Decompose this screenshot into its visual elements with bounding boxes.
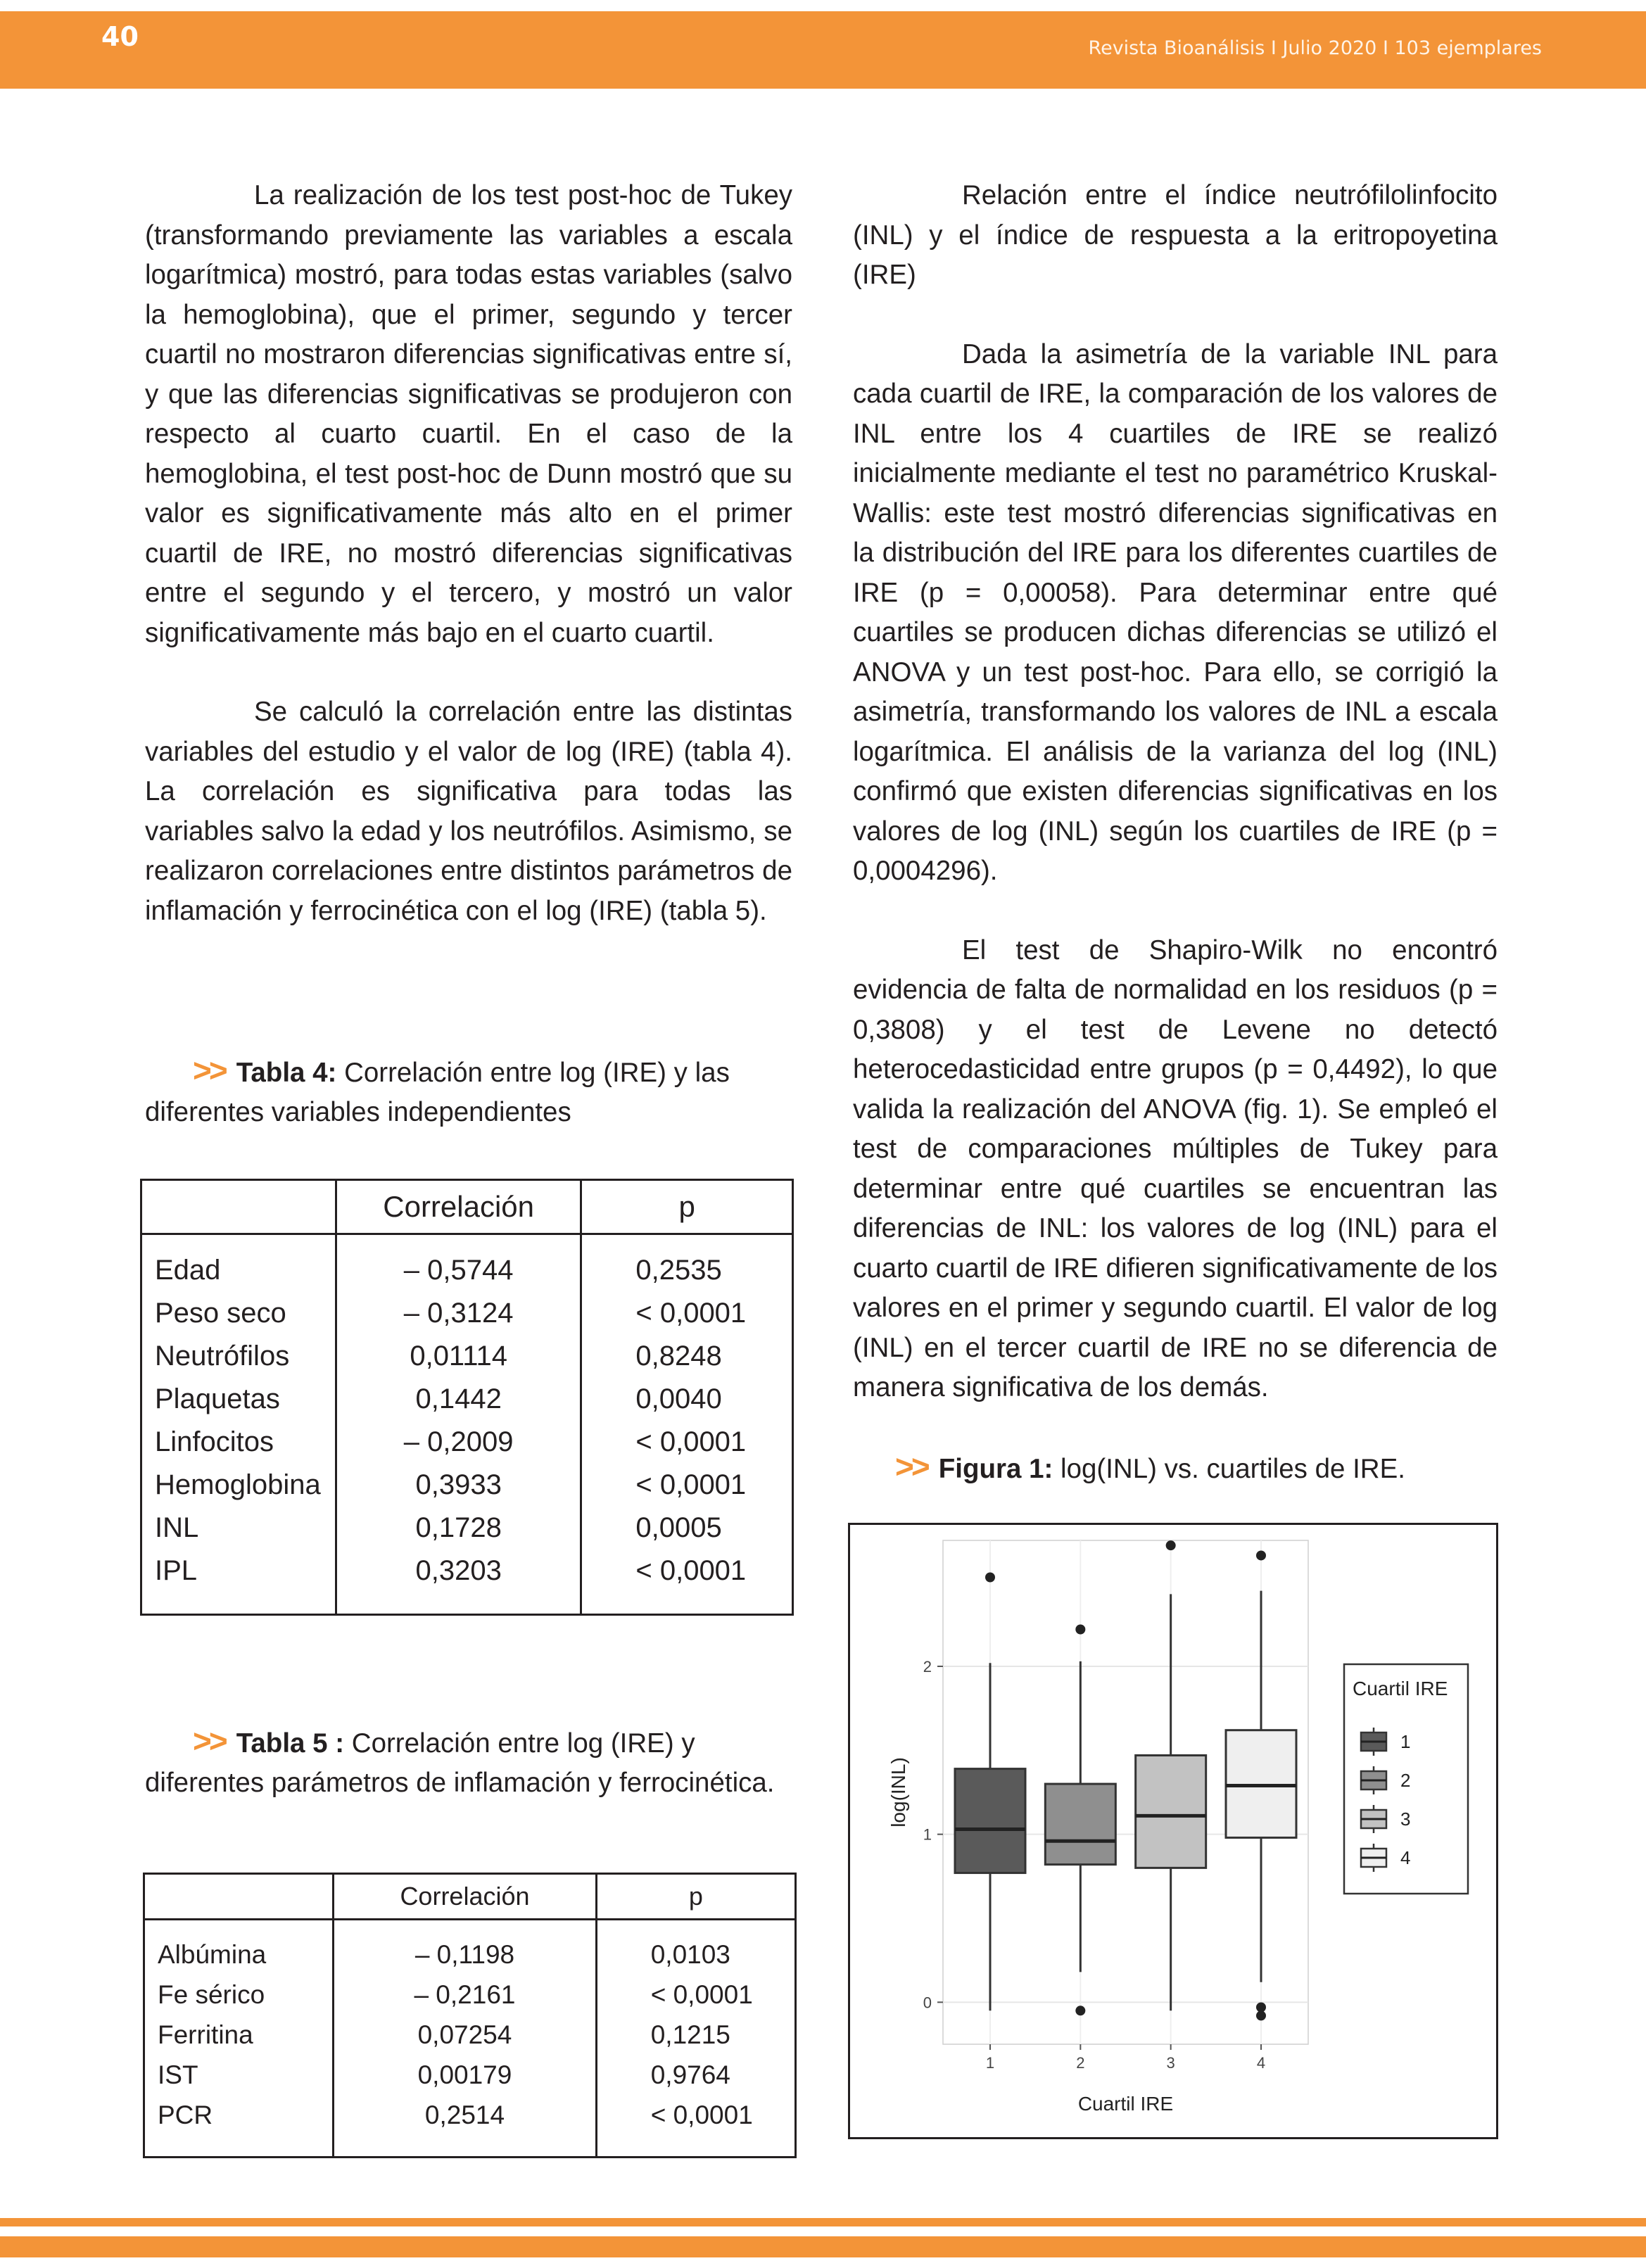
left-paragraph-2: Se calculó la correlación entre las distintas variables del estudio y el valor de log (IRE) (tabla 4). La correlación es significativa para todas las variables salvo la edad y los neutrófilos. Asimismo, se realizaron correlaciones entre distintos parámetros de inflamación y ferrocinética con el log (IRE) (tabla 5). <box>145 697 792 926</box>
table4-row-p: < 0,0001 <box>581 1421 793 1464</box>
table4-row <box>141 1464 793 1507</box>
table4-row-correlation: 0,1442 <box>336 1378 581 1421</box>
table5-caption-text: Correlación entre log (IRE) y diferentes parámetros de inflamación y ferrocinética. <box>145 1728 775 1798</box>
table5-row <box>144 2015 796 2055</box>
table5-row-label: Ferritina <box>144 2015 334 2055</box>
right-column <box>853 176 1498 1447</box>
figure1-frame <box>848 1523 1498 2139</box>
table4-row <box>141 1378 793 1421</box>
caption-arrow-icon: >> <box>193 1052 225 1089</box>
box-body-3 <box>1136 1755 1206 1868</box>
footer-band-thin <box>0 2218 1646 2226</box>
table4-row-p: < 0,0001 <box>581 1292 793 1335</box>
figure1-caption <box>895 1447 1500 1489</box>
legend-label: 3 <box>1400 1808 1411 1830</box>
table4-caption-text: Correlación entre log (IRE) y las diferentes variables independientes <box>145 1058 730 1127</box>
page-number: 40 <box>101 21 139 52</box>
table5-col-correlation: Correlación <box>334 1874 596 1920</box>
table5-row-correlation: – 0,1198 <box>334 1920 596 1975</box>
table5-row <box>144 2055 796 2095</box>
table4-row-p: < 0,0001 <box>581 1550 793 1615</box>
table4-header-row <box>141 1180 793 1234</box>
left-paragraph-1: La realización de los test post-hoc de Tukey (transformando previamente las variables a escala logarítmica) mostró, para todas estas variables (salvo la hemoglobina), que el primer, segundo y tercer cuartil no mostraron diferencias significativas entre sí, y que las diferencias significativas se produjeron con respecto al cuarto cuartil. En el caso de la hemoglobina, el test post-hoc de Dunn mostró que su valor es significativamente más alto en el primer cuartil de IRE, no mostró diferencias significativas entre el segundo y el tercero, y mostró un valor significativamente más bajo en el cuarto cuartil. <box>145 180 792 648</box>
outlier-point <box>1256 1550 1266 1560</box>
table4-row <box>141 1335 793 1378</box>
table4-col-p: p <box>581 1180 793 1234</box>
table4-row <box>141 1421 793 1464</box>
table5-row-p: 0,1215 <box>596 2015 795 2055</box>
y-tick-label: 0 <box>923 1994 932 2012</box>
table5 <box>143 1873 797 2158</box>
outlier-point <box>1256 2002 1266 2012</box>
table4-row-correlation: 0,3203 <box>336 1550 581 1615</box>
table4-row-correlation: 0,01114 <box>336 1335 581 1378</box>
right-paragraph-1: Dada la asimetría de la variable INL para cada cuartil de IRE, la comparación de los valores de INL entre los 4 cuartiles de IRE se realizó inicialmente mediante el test no paramétrico Kruskal-Wallis: este test mostró diferencias significativas en la distribución del IRE para los diferentes cuartiles de IRE (p = 0,00058). Para determinar entre qué cuartiles se producen dichas diferencias se utilizó el ANOVA y un test post-hoc. Para ello, se corrigió la asimetría, transformando los valores de INL a escala logarítmica. El análisis de la varianza del log (INL) confirmó que existen diferencias significativas en los valores de log (INL) según los cuartiles de IRE (p = 0,0004296). <box>853 338 1498 886</box>
caption-arrow-icon: >> <box>895 1448 928 1485</box>
table5-row-label: IST <box>144 2055 334 2095</box>
section-heading: Relación entre el índice neutrófilolinfocito (INL) y el índice de respuesta a la eritropoyetina (IRE) <box>853 180 1498 290</box>
figure1-caption-label: Figura 1: <box>938 1454 1053 1484</box>
outlier-point <box>1256 2010 1266 2020</box>
table5-row-correlation: 0,00179 <box>334 2055 596 2095</box>
table5-row-p: 0,9764 <box>596 2055 795 2095</box>
x-tick-label: 2 <box>1076 2054 1085 2072</box>
outlier-point <box>1075 2006 1085 2015</box>
table4-row-label: Plaquetas <box>141 1378 336 1421</box>
table5-row-label: Albúmina <box>144 1920 334 1975</box>
table4-col-correlation: Correlación <box>336 1180 581 1234</box>
table4-row-correlation: 0,3933 <box>336 1464 581 1507</box>
table4-row-correlation: – 0,5744 <box>336 1234 581 1293</box>
x-tick-label: 4 <box>1256 2054 1266 2072</box>
left-column <box>145 176 792 970</box>
table5-caption <box>145 1721 792 1803</box>
table5-row-p: < 0,0001 <box>596 2095 795 2158</box>
table4-row-p: 0,0040 <box>581 1378 793 1421</box>
figure1-caption-text: log(INL) vs. cuartiles de IRE. <box>1061 1454 1405 1484</box>
table4-row-label: IPL <box>141 1550 336 1615</box>
table4-row-p: 0,0005 <box>581 1507 793 1550</box>
table5-row-correlation: 0,07254 <box>334 2015 596 2055</box>
table4-caption-label: Tabla 4: <box>236 1058 337 1088</box>
footer-band-thick <box>0 2236 1646 2257</box>
table4-row-p: < 0,0001 <box>581 1464 793 1507</box>
table4-row-label: Peso seco <box>141 1292 336 1335</box>
table5-row <box>144 1920 796 1975</box>
table4-row-correlation: 0,1728 <box>336 1507 581 1550</box>
table4-caption <box>145 1051 792 1132</box>
table4-row <box>141 1550 793 1615</box>
table4-row-label: Linfocitos <box>141 1421 336 1464</box>
y-axis-label: log(INL) <box>887 1757 909 1827</box>
table4-row-label: Hemoglobina <box>141 1464 336 1507</box>
legend-label: 4 <box>1400 1847 1411 1868</box>
table5-header-row <box>144 1874 796 1920</box>
table5-row-correlation: 0,2514 <box>334 2095 596 2158</box>
table5-row-correlation: – 0,2161 <box>334 1975 596 2015</box>
running-title: Revista Bioanálisis I Julio 2020 I 103 ejemplares <box>1088 37 1542 59</box>
table5-col-p: p <box>596 1874 795 1920</box>
x-tick-label: 3 <box>1166 2054 1175 2072</box>
y-tick-label: 2 <box>923 1658 932 1675</box>
y-tick-label: 1 <box>923 1825 932 1844</box>
table5-caption-label: Tabla 5 : <box>236 1728 345 1759</box>
table5-row-p: 0,0103 <box>596 1920 795 1975</box>
box-body-1 <box>955 1769 1025 1873</box>
table4-row-p: 0,8248 <box>581 1335 793 1378</box>
outlier-point <box>1075 1624 1085 1634</box>
table4-row <box>141 1507 793 1550</box>
table4-row-label: INL <box>141 1507 336 1550</box>
outlier-point <box>1166 1540 1176 1550</box>
table4-row <box>141 1292 793 1335</box>
x-axis-label: Cuartil IRE <box>1077 2093 1174 2115</box>
table5-row-label: Fe sérico <box>144 1975 334 2015</box>
table4-row-correlation: – 0,2009 <box>336 1421 581 1464</box>
box-body-2 <box>1045 1784 1115 1865</box>
table5-row-p: < 0,0001 <box>596 1975 795 2015</box>
x-tick-label: 1 <box>985 2054 995 2072</box>
table4-row <box>141 1234 793 1293</box>
table4-row-label: Edad <box>141 1234 336 1293</box>
table5-row <box>144 1975 796 2015</box>
caption-arrow-icon: >> <box>193 1723 225 1759</box>
table5-row <box>144 2095 796 2158</box>
right-paragraph-2: El test de Shapiro-Wilk no encontró evidencia de falta de normalidad en los residuos (p = 0,3808) y el test de Levene no detectó heterocedasticidad entre grupos (p = 0,4492), lo que valida la realización del ANOVA (fig. 1). Se empleó el test de comparaciones múltiples de Tukey para determinar entre qué cuartiles se encuentran las diferencias de INL: los valores de log (INL) para el cuarto cuartil de IRE difieren significativamente de los valores en el primer y segundo cuartil. El valor de log (INL) en el tercer cuartil de IRE no se diferencia de manera significativa de los demás. <box>853 935 1498 1402</box>
outlier-point <box>985 1573 995 1583</box>
legend-label: 1 <box>1400 1731 1411 1752</box>
table4-row-label: Neutrófilos <box>141 1335 336 1378</box>
legend-title: Cuartil IRE <box>1353 1678 1448 1699</box>
table4-row-correlation: – 0,3124 <box>336 1292 581 1335</box>
table5-row-label: PCR <box>144 2095 334 2158</box>
table4 <box>140 1179 794 1616</box>
legend-label: 2 <box>1400 1770 1411 1791</box>
table4-row-p: 0,2535 <box>581 1234 793 1293</box>
boxplot-chart <box>850 1525 1496 2137</box>
